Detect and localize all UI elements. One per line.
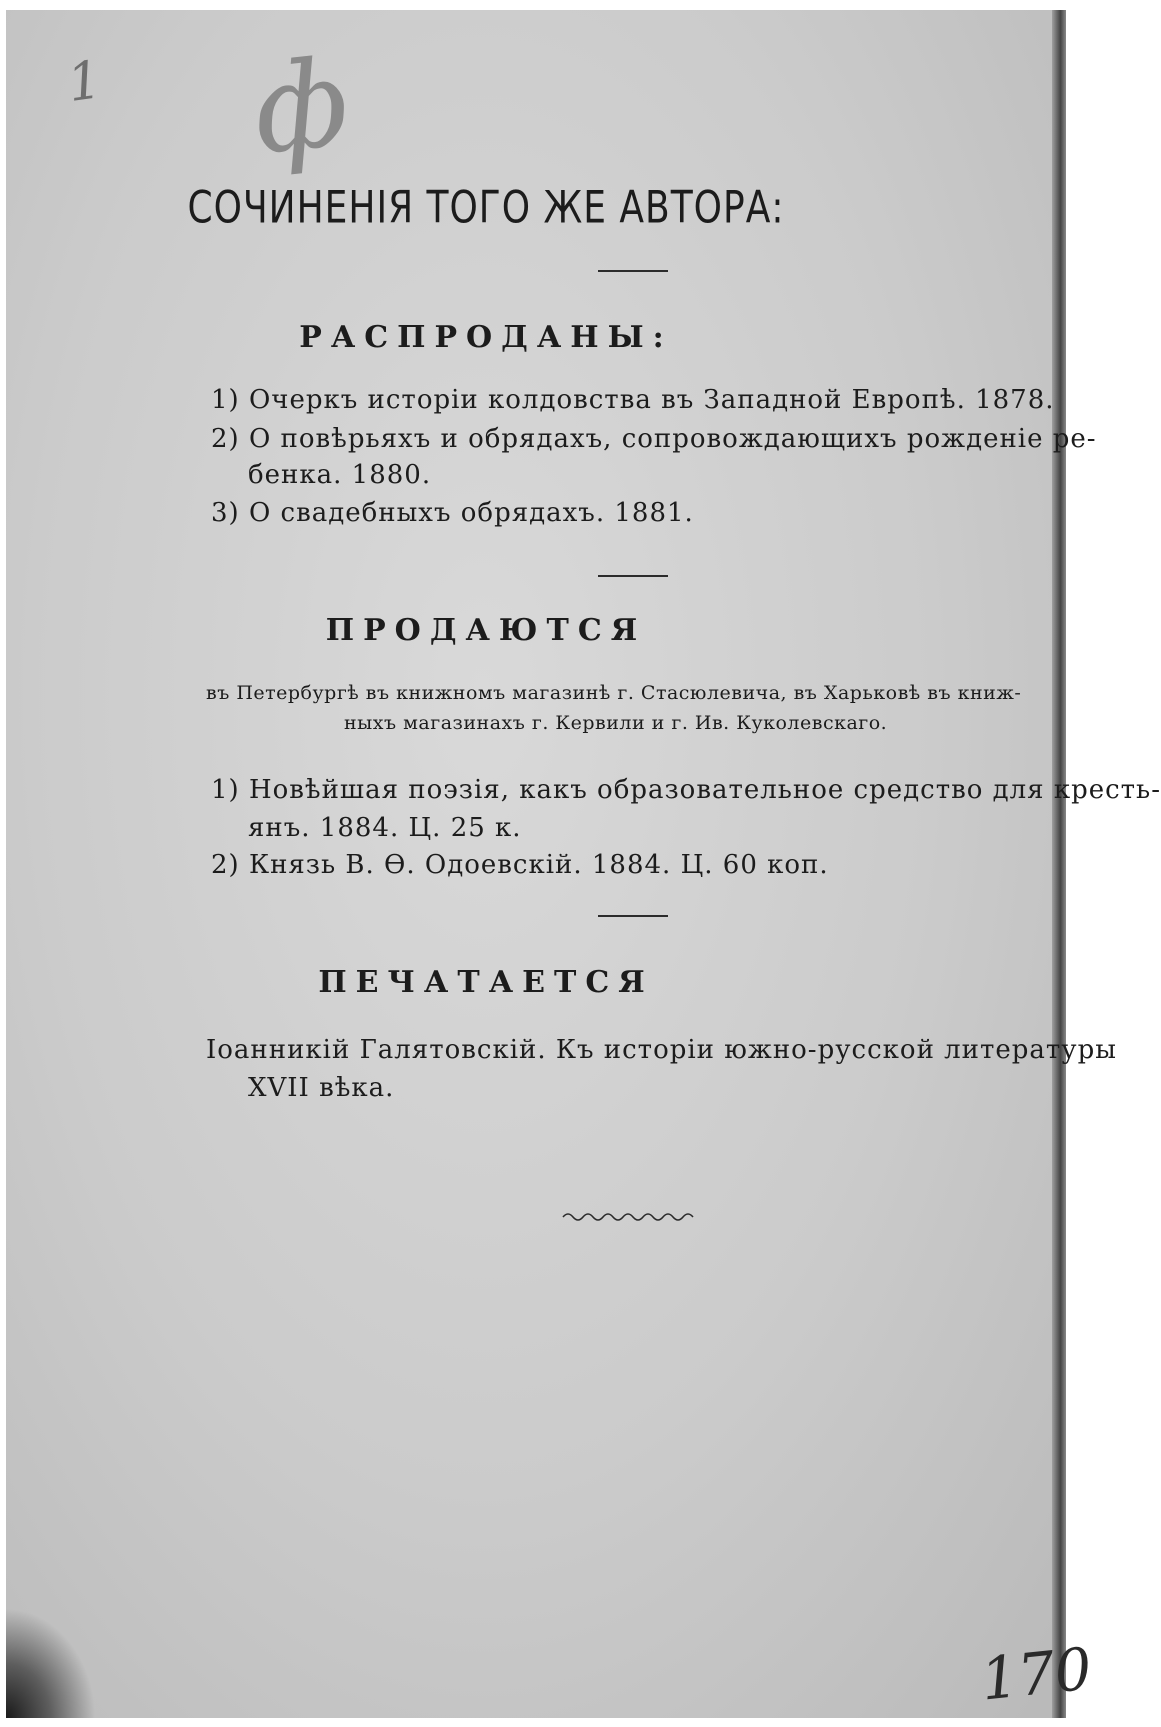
- list-item: 3) О свадебныхъ обрядахъ. 1881.: [211, 498, 694, 528]
- pencil-mark-page-number: 170: [977, 1634, 1095, 1714]
- section-heading-sold-out: РАСПРОДАНЫ:: [299, 320, 673, 355]
- page-spine-shadow: [1052, 10, 1066, 1718]
- in-print-title-line: XVII вѣка.: [248, 1073, 395, 1103]
- shop-note-line: въ Петербургѣ въ книжномъ магазинѣ г. Стасюлевича, въ Харьковѣ въ книж-: [206, 682, 1022, 704]
- divider-rule: [598, 575, 668, 577]
- divider-rule: [598, 270, 668, 272]
- list-item: 1) Новѣйшая поэзія, какъ образовательное средство для кресть-: [211, 775, 1161, 805]
- list-item-continuation: янъ. 1884. Ц. 25 к.: [248, 813, 522, 843]
- list-item: 2) О повѣрьяхъ и обрядахъ, сопровождающихъ рожденіе ре-: [211, 424, 1097, 454]
- list-item-continuation: бенка. 1880.: [248, 460, 432, 490]
- list-item: 1) Очеркъ исторіи колдовства въ Западной Европѣ. 1878.: [211, 385, 1055, 415]
- corner-shadow: [6, 1608, 96, 1718]
- page-title: СОЧИНЕНІЯ ТОГО ЖЕ АВТОРА:: [187, 182, 785, 234]
- list-item: 2) Князь В. Ѳ. Одоевскій. 1884. Ц. 60 коп.: [211, 850, 829, 880]
- in-print-title-line: Іоанникій Галятовскій. Къ исторіи южно-русской литературы: [206, 1035, 1117, 1065]
- section-heading-on-sale: ПРОДАЮТСЯ: [325, 613, 647, 648]
- book-page: [6, 10, 1161, 1718]
- divider-rule: [598, 915, 668, 917]
- shop-note-line: ныхъ магазинахъ г. Кервили и г. Ив. Куколевскаго.: [344, 712, 888, 734]
- pencil-mark-top-left: 1: [63, 49, 106, 115]
- ornament-wave: [561, 1210, 701, 1224]
- pencil-mark-letter: ф: [246, 33, 355, 182]
- section-heading-in-print: ПЕЧАТАЕТСЯ: [318, 965, 654, 1000]
